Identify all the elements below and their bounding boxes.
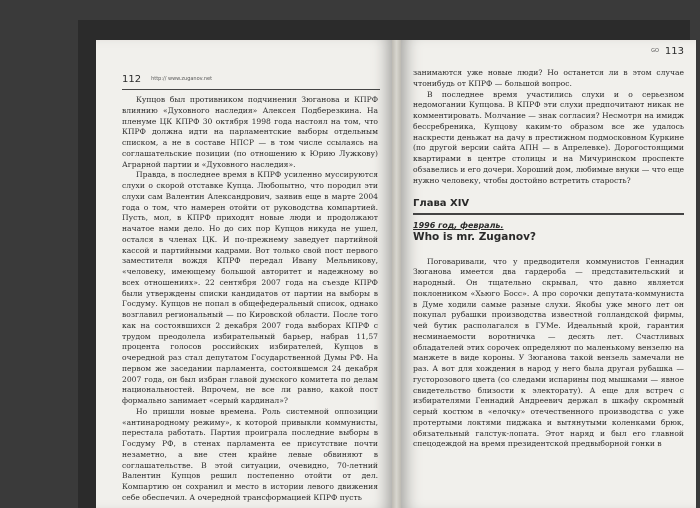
go-label: GO bbox=[651, 48, 659, 54]
paragraph: В последнее время участились слухи и о серьезном недомогании Купцова. В КПРФ эти слухи предпочитают никак не комментировать. Молчание — знак согласия? Несмотря на имидж бессребреника, Купцову каким-то образом все же удалось наскрести деньжат на дачу в престижном подмосковном Куркине (по другой версии сайта АПН — в Апрелевке). Дорогостоящими квартирами в центре столицы и на Мичуринском проспекте обзавелись и его дочери. Хороший дом, любимые внуки — что еще нужно человеку, чтобы достойно встретить старость? bbox=[413, 89, 684, 185]
left-page bbox=[96, 40, 392, 508]
book-spine bbox=[392, 40, 401, 508]
paragraph: занимаются уже новые люди? Но останется ли в этом случае чтонибудь от КПРФ — большой вопрос. bbox=[413, 68, 684, 88]
right-page-number: 113 bbox=[664, 45, 684, 57]
paragraph: Правда, в последнее время в КПРФ усиленно муссируются слухи о скорой отставке Купца. Любопытно, что породил эти слухи сам Валентин Александрович, заявив еще в марте 2004 года о том, что намерен отойти от руководства компартией. Пусть, мол, в КПРФ приходят новые люди и продолжают начатое нами дело. Но до сих пор Купцов никуда не ушел, остался в членах ЦК. И по-прежнему заведует партийной кассой и партийными кадрами. Вот только свой пост первого заместителя вождя КПРФ передал Ивану Мельникову, «человеку, имеющему большой авторитет и надежному во всех отношениях». 22 сентября 2007 года на съезде КПРФ были утверждены списки кандидатов от партии на выборы в Госдуму. Купцов не попал в общефедеральный список, однако возглавил региональный — по Кировской области. После того как на состоявшихся 2 декабря 2007 года выборах КПРФ с трудом преодолела избирательный барьер, набрав 11,57 процента голосов российских избирателей, Купцов в очередной раз стал депутатом Государственной Думы РФ. На первом же заседании парламента, состоявшемся 24 декабря 2007 года, он был избран главой думского комитета по делам национальностей. Впрочем, не все ли равно, какой пост формально занимает «серый кардинал»? bbox=[122, 170, 378, 405]
right-page-header bbox=[411, 40, 684, 62]
paragraph: Но пришли новые времена. Роль системной оппозиции «антинародному режиму», к которой привыкли коммунисты, перестала работать. Партия проиграла последние выборы в Госдуму РФ, в стенах парламента ее присутствие почти незаметно, а вне стен крайне левые обвиняют в соглашательстве. В этой ситуации, очевидно, 70-летний Валентин Купцов решил постепенно отойти от дел. Компартию он сохранил и место в истории левого движения себе обеспечил. А очередной трансформацией КПРФ пусть bbox=[122, 406, 378, 502]
left-page-url: http:// www.zuganov.net bbox=[151, 76, 213, 82]
right-page-text bbox=[413, 68, 684, 450]
left-page-header bbox=[122, 70, 382, 88]
chapter-rule bbox=[413, 213, 684, 215]
left-header-rule bbox=[122, 89, 380, 90]
paragraph: Поговаривали, что у предводителя коммунистов Геннадия Зюганова имеется два гардероба — представительский и народный. Он тщательно скрывал, что давно является поклонником «Хьюго Босс». А про сорочки депутата-коммуниста в Думе ходили самые разные слухи. Якобы уже много лет он покупал рубашки производства известной голландской фирмы, чей бутик располагался в ГУМе. Идеальный крой, гарантия несминаемости воротничка — десять лет. Счастливых обладателей этих сорочек определяют по маленькому вензелю на манжете в виде короны. У Зюганова такой вензель замечали не раз. А вот для хождения в народ у него была другая рубашка — густорозового цвета (со следами испарины под мышками — явное свидетельство близости к электорату). А еще для встреч с избирателями Геннадий Андреевич держал в шкафу скромный серый костюм в «елочку» отечественного производства с уже протертыми локтями пиджака и вытянутыми коленками брюк, обязательный галстук-лопата. Этот наряд и был его главной спецодеждой на время президентской предвыборной гонки в bbox=[413, 256, 684, 449]
left-page-number: 112 bbox=[122, 73, 142, 85]
chapter-date: 1996 год, февраль. bbox=[413, 221, 504, 230]
paragraph: Купцов был противником подчинения Зюганова и КПРФ влиянию «Духовного наследия» Алексея Подберезкина. На пленуме ЦК КПРФ 30 октября 1998 года настоял на том, что КПРФ должна идти на парламентские выборы отдельным списком, а не в составе НПСР — в том числе ссылаясь на соглашательские позиции (по отношению к Юрию Лужкову) Аграрной партии и «Духовного наследия». bbox=[122, 95, 378, 169]
chapter-subtitle: Who is mr. Zuganov? bbox=[413, 230, 537, 243]
chapter-title: Глава XIV bbox=[413, 198, 470, 210]
right-page bbox=[401, 40, 696, 508]
left-page-text bbox=[122, 95, 378, 504]
